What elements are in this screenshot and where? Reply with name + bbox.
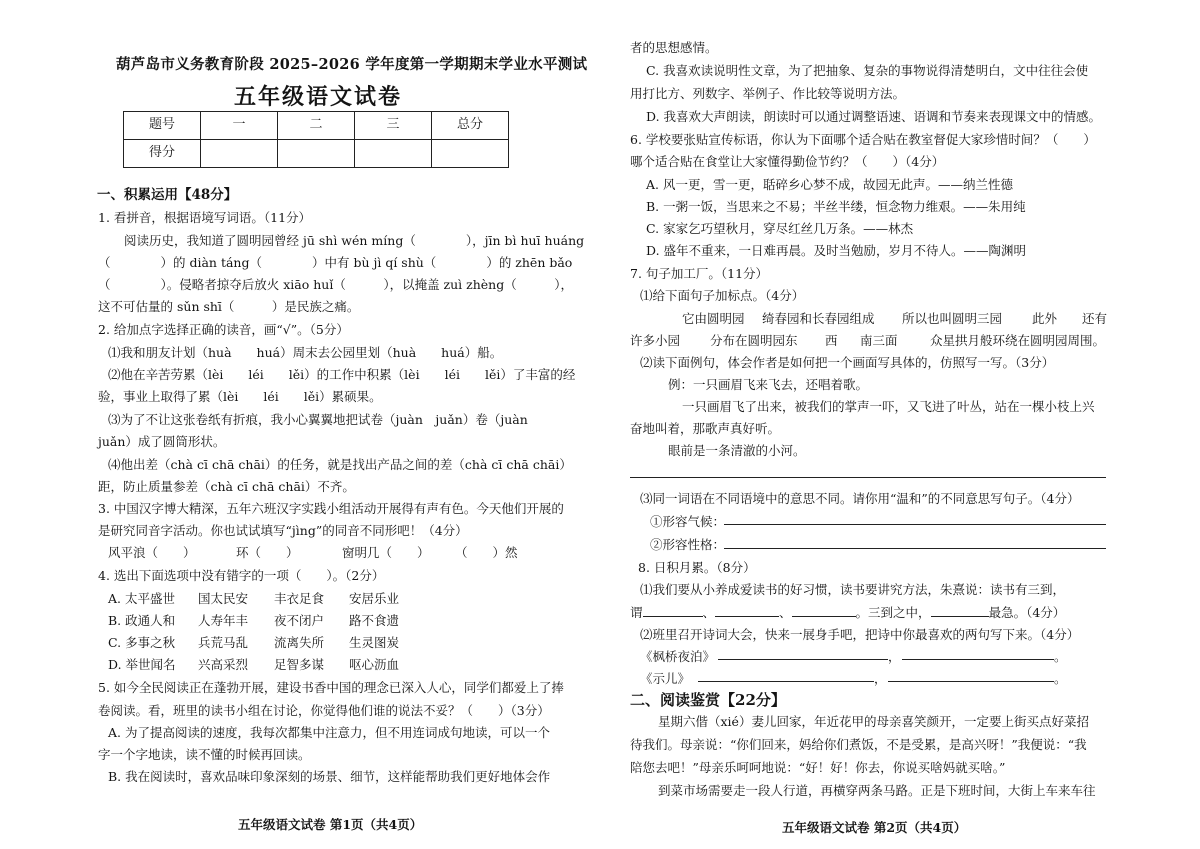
q5-line: B. 我在阅读时，喜欢品味印象深刻的场景、细节，这样能帮助我们更好地体会作 xyxy=(108,769,551,784)
q8-text: 、 xyxy=(779,605,792,620)
q2-line: 距，防止质量参差（chà cī chā chāi）不齐。 xyxy=(98,479,355,494)
q8-punct: 。 xyxy=(1054,671,1067,686)
q8-punct: ， xyxy=(888,649,901,664)
blank[interactable] xyxy=(931,604,989,617)
exam-title: 葫芦岛市义务教育阶段 2025–2026 学年度第一学期期末学业水平测试 xyxy=(116,56,588,73)
score-input-cell[interactable] xyxy=(201,140,278,168)
answer-line[interactable] xyxy=(724,548,1106,549)
answer-line[interactable] xyxy=(698,681,874,682)
section-1-heading: 一、积累运用【48分】 xyxy=(97,187,238,203)
q7-phrase: 它由圆明园 xyxy=(682,311,745,326)
score-table xyxy=(123,111,509,168)
page-footer: 五年级语文试卷 第2页（共4页） xyxy=(782,820,967,835)
q2-line: ⑴我和朋友计划（huà huá）周末去公园里划（huà huá）船。 xyxy=(108,345,503,360)
q7-prompt: 眼前是一条清澈的小河。 xyxy=(668,443,806,458)
q2-line: ⑷他出差（chà cī chā chāi）的任务，就是找出产品之间的差（chà cī chā chāi） xyxy=(108,457,572,472)
q1-title: 1. 看拼音，根据语境写词语。（11分） xyxy=(98,210,312,225)
q5-line: A. 为了提高阅读的速度，我每次都集中注意力，但不用连词成句地读，可以一个 xyxy=(108,725,550,740)
q1-line: 这不可估量的 sǔn shī（ ）是民族之痛。 xyxy=(98,299,360,314)
q4-option: 安居乐业 xyxy=(349,591,400,606)
continued-text: 者的思想感情。 xyxy=(630,40,718,55)
q5-line: 字一个字地读，读不懂的时候再回读。 xyxy=(98,747,311,762)
q8-line xyxy=(630,603,1065,622)
answer-line[interactable] xyxy=(888,681,1054,682)
score-cell: 总分 xyxy=(432,112,509,140)
page-2 xyxy=(600,0,1200,849)
reading-line: 到菜市场需要走一段人行道，再横穿两条马路。正是下班时间，大街上车来车往 xyxy=(658,783,1096,798)
q8-text: 、 xyxy=(702,605,716,620)
q7-label: ①形容气候： xyxy=(650,514,726,529)
q7-phrase: 所以也叫圆明三园 xyxy=(902,311,1003,326)
score-input-cell[interactable] xyxy=(432,140,509,168)
q4-option: A. 太平盛世 xyxy=(108,591,175,606)
q7-phrase: 西 xyxy=(825,333,838,348)
q6-line: 6. 学校要张贴宣传标语，你认为下面哪个适合贴在教室督促大家珍惜时间？（ ） xyxy=(630,132,1096,147)
q4-option: D. 举世闻名 xyxy=(108,657,176,672)
score-cell: 得分 xyxy=(124,140,201,168)
q8-poem: 《枫桥夜泊》 xyxy=(640,649,716,664)
q3-line: 3. 中国汉字博大精深，五年六班汉字实践小组活动开展得有声有色。今天他们开展的 xyxy=(98,501,564,516)
q4-option: 夜不闭户 xyxy=(274,613,325,628)
score-cell: 三 xyxy=(355,112,432,140)
q5-line: 卷阅读。看，班里的读书小组在讨论，你觉得他们谁的说法不妥？（ ）（3分） xyxy=(98,703,550,718)
q6-option: A. 风一更，雪一更，聒碎乡心梦不成，故园无此声。——纳兰性德 xyxy=(646,177,1013,192)
q2-line: ⑵他在辛苦劳累（lèi léi lěi）的工作中积累（lèi léi lěi）了丰富的经 xyxy=(108,367,576,382)
q8-line: ⑵班里召开诗词大会，快来一展身手吧，把诗中你最喜欢的两句写下来。（4分） xyxy=(640,627,1080,642)
q4-option: 丰衣足食 xyxy=(274,591,325,606)
score-input-cell[interactable] xyxy=(355,140,432,168)
q1-line: （ ）。侵略者掠夺后放火 xiāo huǐ（ ），以掩盖 zuì zhèng（ ）， xyxy=(98,277,573,292)
q4-option: 路不食遗 xyxy=(349,613,400,628)
q4-option: 呕心沥血 xyxy=(349,657,400,672)
answer-line[interactable] xyxy=(630,477,1106,478)
score-table-header-row xyxy=(124,112,509,140)
q1-line: 阅读历史，我知道了圆明园曾经 jū shì wén míng（ ），jīn bì huī huáng xyxy=(124,233,585,248)
answer-line[interactable] xyxy=(724,524,1106,525)
q6-option: B. 一粥一饭，当思来之不易；半丝半缕，恒念物力维艰。——朱用纯 xyxy=(646,199,1026,214)
reading-line: 陪您去吧！”母亲乐呵呵地说：“好！好！你去，你说买啥妈就买啥。” xyxy=(630,760,1006,775)
q3-item: 风平浪（ ） xyxy=(108,545,196,560)
q8-punct: ， xyxy=(874,671,887,686)
q7-example: 奋地叫着，那歌声真好听。 xyxy=(630,421,781,436)
score-cell: 二 xyxy=(278,112,355,140)
q5-option: 用打比方、列数字、举例子、作比较等说明方法。 xyxy=(630,86,906,101)
q3-item: 环（ ） xyxy=(236,545,299,560)
q2-title: 2. 给加点字选择正确的读音，画“√”。（5分） xyxy=(98,322,349,337)
q7-sub: ⑴给下面句子加标点。（4分） xyxy=(640,288,805,303)
blank[interactable] xyxy=(643,604,703,617)
q4-option: B. 政通人和 xyxy=(108,613,176,628)
reading-line: 星期六偕（xié）妻儿回家，年近花甲的母亲喜笑颜开，一定要上街买点好菜招 xyxy=(658,714,1089,729)
q3-line: 是研究同音字活动。你也试试填写“jìng”的同音不同形吧！（4分） xyxy=(98,523,468,538)
score-table-score-row xyxy=(124,140,509,168)
paper-subtitle: 五年级语文试卷 xyxy=(234,84,403,110)
q3-item: 窗明几（ ） xyxy=(342,545,430,560)
q8-poem: 《示儿》 xyxy=(640,671,691,686)
q7-phrase: 绮春园和长春园组成 xyxy=(762,311,875,326)
q8-text: 谓 xyxy=(630,605,643,620)
q2-line: 验，事业上取得了累（lèi léi lěi）累硕果。 xyxy=(98,389,382,404)
q4-option: 流离失所 xyxy=(274,635,325,650)
q7-phrase: 众星拱月般环绕在圆明园周围。 xyxy=(930,333,1106,348)
blank[interactable] xyxy=(792,604,856,617)
q7-sub: ⑵读下面例句，体会作者是如何把一个画面写具体的，仿照写一写。（3分） xyxy=(640,355,1055,370)
q7-example: 例：一只画眉飞来飞去，还唱着歌。 xyxy=(668,377,869,392)
q4-option: 生灵图炭 xyxy=(349,635,400,650)
q8-line: ⑴我们要从小养成爱读书的好习惯，读书要讲究方法，朱熹说：读书有三到， xyxy=(640,582,1066,597)
page-footer: 五年级语文试卷 第1页（共4页） xyxy=(238,817,423,832)
q4-option: 兴高采烈 xyxy=(198,657,249,672)
q2-line: juǎn）成了圆筒形状。 xyxy=(98,434,226,449)
q3-item: （ ）然 xyxy=(455,545,518,560)
q7-phrase: 许多小园 xyxy=(630,333,681,348)
blank[interactable] xyxy=(715,604,779,617)
q6-line: 哪个适合贴在食堂让大家懂得勤俭节约？（ ）（4分） xyxy=(630,154,945,169)
q2-line: ⑶为了不让这张卷纸有折痕，我小心翼翼地把试卷（juàn juǎn）卷（juàn xyxy=(108,412,528,427)
q4-option: C. 多事之秋 xyxy=(108,635,176,650)
q6-option: C. 家家乞巧望秋月，穿尽红丝几万条。——林杰 xyxy=(646,221,914,236)
q5-option: C. 我喜欢读说明性文章，为了把抽象、复杂的事物说得清楚明白，文中往往会使 xyxy=(646,63,1089,78)
q7-phrase: 南三面 xyxy=(860,333,898,348)
q7-label: ②形容性格： xyxy=(650,537,726,552)
score-cell: 题号 xyxy=(124,112,201,140)
q6-option: D. 盛年不重来，一日难再晨。及时当勉励，岁月不待人。——陶渊明 xyxy=(646,243,1027,258)
answer-line[interactable] xyxy=(718,659,888,660)
q7-phrase: 分布在圆明园东 xyxy=(710,333,798,348)
q8-punct: 。 xyxy=(1054,649,1067,664)
score-input-cell[interactable] xyxy=(278,140,355,168)
q8-text: 最急。（4分） xyxy=(988,605,1066,620)
q1-line: （ ）的 diàn táng（ ）中有 bù jì qí shù（ ）的 zhēn bǎo xyxy=(98,255,573,270)
answer-line[interactable] xyxy=(902,659,1054,660)
q8-title: 8. 日积月累。（8分） xyxy=(638,560,756,575)
q5-option: D. 我喜欢大声朗读，朗读时可以通过调整语速、语调和节奏来表现课文中的情感。 xyxy=(646,109,1102,124)
q4-option: 国太民安 xyxy=(198,591,249,606)
q7-title: 7. 句子加工厂。（11分） xyxy=(630,266,769,281)
score-cell: 一 xyxy=(201,112,278,140)
q4-option: 人寿年丰 xyxy=(198,613,249,628)
q7-example: 一只画眉飞了出来，被我们的掌声一吓，又飞进了叶丛，站在一棵小枝上兴 xyxy=(682,399,1095,414)
q7-phrase: 还有 xyxy=(1082,311,1108,326)
q4-title: 4. 选出下面选项中没有错字的一项（ ）。（2分） xyxy=(98,568,385,583)
q8-text: 。三到之中， xyxy=(855,605,931,620)
q4-option: 足智多谋 xyxy=(274,657,325,672)
section-2-heading: 二、阅读鉴赏【22分】 xyxy=(630,691,786,709)
q7-sub: ⑶同一词语在不同语境中的意思不同。请你用“温和”的不同意思写句子。（4分） xyxy=(640,491,1080,506)
reading-line: 待我们。母亲说：“你们回来，妈给你们煮饭，不是受累，是高兴呀！”我便说：“我 xyxy=(630,737,1087,752)
q5-line: 5. 如今全民阅读正在蓬勃开展，建设书香中国的理念已深入人心，同学们都爱上了捧 xyxy=(98,680,564,695)
q7-phrase: 此外 xyxy=(1032,311,1058,326)
q4-option: 兵荒马乱 xyxy=(198,635,249,650)
